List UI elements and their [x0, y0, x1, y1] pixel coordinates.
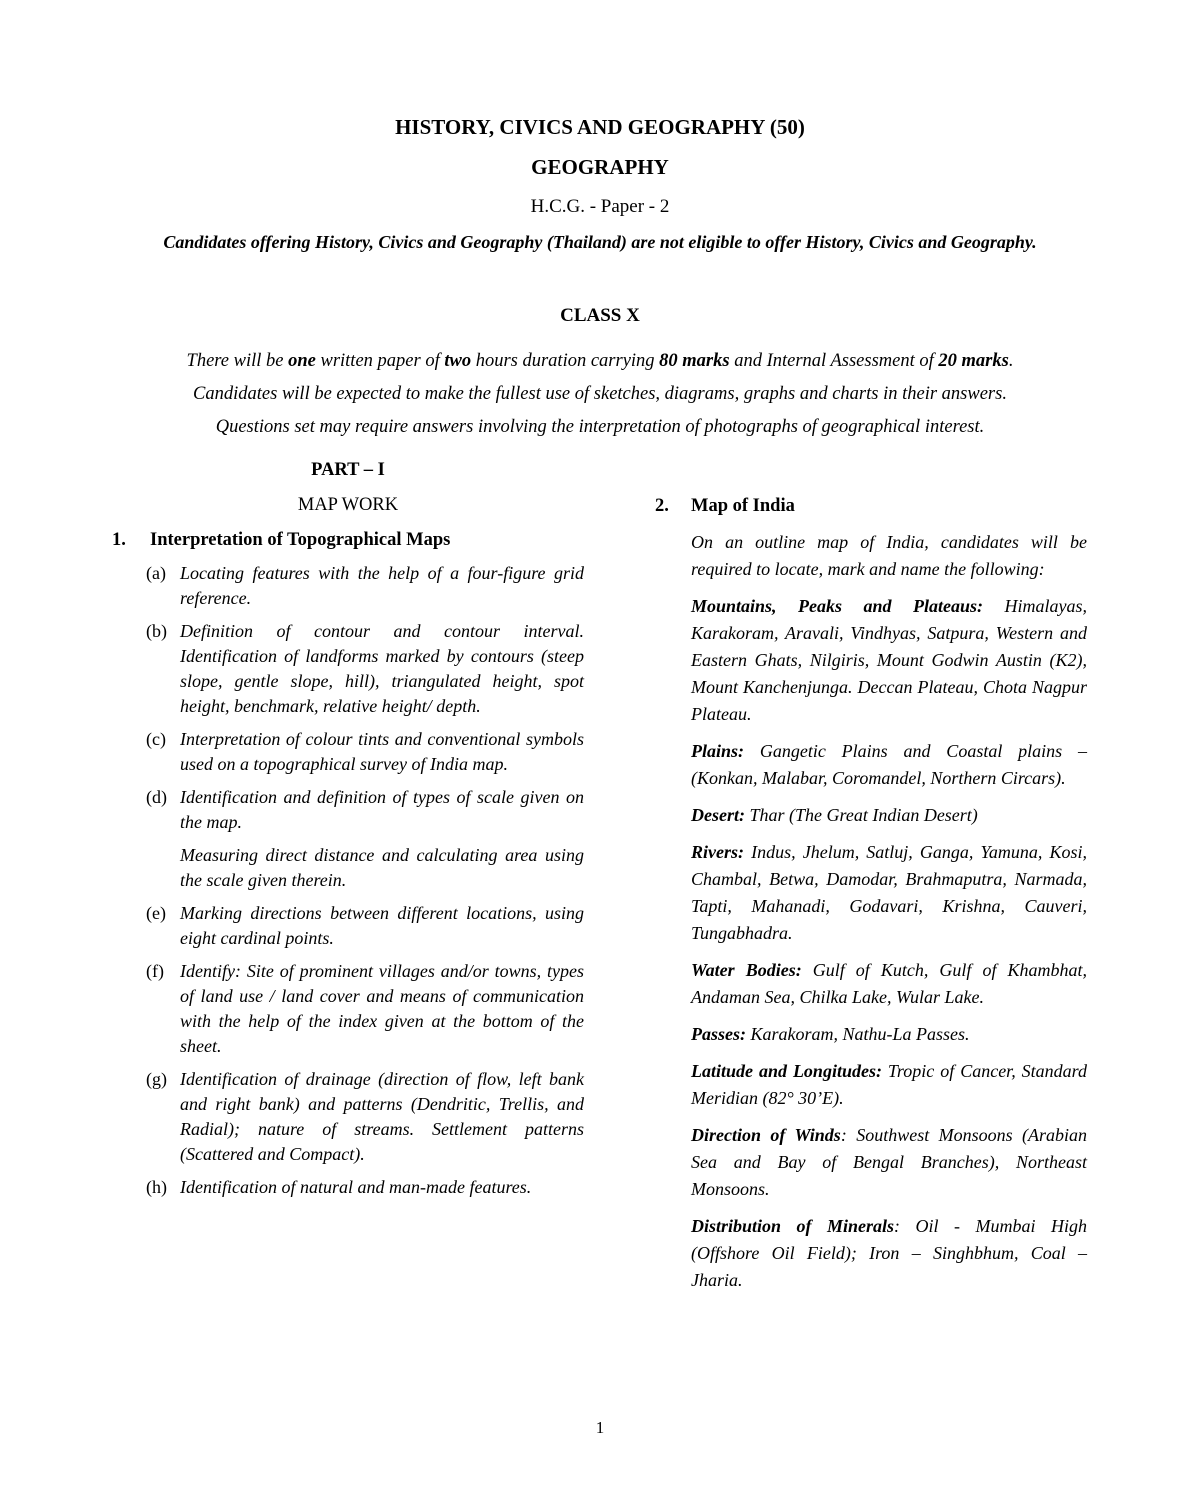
map-feature-paragraph [691, 738, 1087, 792]
intro-text: There will be [186, 351, 289, 371]
list-item [112, 785, 584, 835]
feature-heading: Latitude and Longitudes: [691, 1061, 882, 1081]
item-label: (g) [146, 1069, 167, 1089]
item-label: (d) [146, 787, 167, 807]
intro-emphasis: two [444, 351, 472, 371]
feature-text: : Oil - Mumbai High (Offshore Oil Field); Iron – Singhbhum, Coal – Jharia. [691, 1216, 1088, 1290]
feature-heading: Rivers: [691, 842, 744, 862]
intro-text: written paper of [315, 351, 445, 371]
map-feature-paragraph [691, 957, 1087, 1011]
feature-heading: Water Bodies: [691, 960, 802, 980]
feature-text: Thar (The Great Indian Desert) [744, 805, 978, 825]
item-label: (b) [146, 621, 167, 641]
right-column [655, 496, 1087, 1304]
map-intro-text: On an outline map of India, candidates will be required to locate, mark and name the following: [691, 532, 1087, 579]
item-label: (e) [146, 903, 166, 923]
item-text: Interpretation of colour tints and conventional symbols used on a topographical survey of India map. [180, 729, 584, 774]
intro-text: and Internal Assessment of [729, 351, 939, 371]
map-feature-paragraph [691, 1058, 1087, 1112]
section-1-heading [112, 530, 584, 551]
intro-text: . [1008, 351, 1014, 371]
feature-heading: Mountains, Peaks and Plateaus: [691, 596, 984, 616]
section-2-heading [655, 496, 1087, 517]
map-feature-paragraph [691, 839, 1087, 947]
item-text: Locating features with the help of a four-figure grid reference. [180, 563, 584, 608]
item-label: (h) [146, 1177, 167, 1197]
feature-heading: Passes: [691, 1024, 746, 1044]
list-item [112, 727, 584, 777]
item-text: Identify: Site of prominent villages and/or towns, types of land use / land cover and means of communication with the help of the index given at the bottom of the sheet. [180, 961, 584, 1056]
feature-text: Indus, Jhelum, Satluj, Ganga, Yamuna, Kosi, Chambal, Betwa, Damodar, Brahmaputra, Narmada, Tapti, Mahanadi, Godavari, Krishna, Cauveri, Tungabhadra. [691, 842, 1087, 943]
item-text: Marking directions between different locations, using eight cardinal points. [180, 903, 584, 948]
item-label: (f) [146, 961, 164, 981]
intro-line-1 [0, 345, 1200, 378]
section-number: 1. [112, 530, 126, 550]
item-text: Identification of natural and man-made features. [180, 1177, 532, 1197]
list-item [112, 1175, 584, 1200]
subject-heading: GEOGRAPHY [531, 155, 669, 179]
part-heading: PART – I [311, 460, 385, 480]
left-column [112, 460, 584, 1208]
item-label: (a) [146, 563, 166, 583]
list-item [112, 959, 584, 1059]
document-title: HISTORY, CIVICS AND GEOGRAPHY (50) [395, 115, 805, 139]
feature-text: : Southwest Monsoons (Arabian Sea and Bay of Bengal Branches), Northeast Monsoons. [691, 1125, 1087, 1199]
feature-text: Himalayas, Karakoram, Aravali, Vindhyas, Satpura, Western and Eastern Ghats, Nilgiris, Mount Godwin Austin (K2), Mount Kanchenjunga. Deccan Plateau, Chota Nagpur Plateau. [691, 596, 1087, 724]
section-title: Map of India [691, 496, 795, 516]
item-d-extra-text: Measuring direct distance and calculating area using the scale given therein. [180, 845, 584, 890]
feature-text: Tropic of Cancer, Standard Meridian (82° 30’E). [691, 1061, 1087, 1108]
feature-text: Karakoram, Nathu-La Passes. [746, 1024, 970, 1044]
item-text: Definition of contour and contour interval. Identification of landforms marked by contours (steep slope, gentle slope, hill), triangulated height, spot height, benchmark, relative height/ depth. [180, 621, 584, 716]
feature-text: Gangetic Plains and Coastal plains – (Konkan, Malabar, Coromandel, Northern Circars). [691, 741, 1087, 788]
map-feature-paragraph [691, 1122, 1087, 1203]
intro-line-2: Candidates will be expected to make the fullest use of sketches, diagrams, graphs and charts in their answers. [193, 384, 1007, 404]
feature-heading: Plains: [691, 741, 745, 761]
intro-line-3: Questions set may require answers involving the interpretation of photographs of geographical interest. [215, 417, 985, 437]
map-work-heading: MAP WORK [297, 495, 399, 515]
item-text: Identification of drainage (direction of flow, left bank and right bank) and patterns (Dendritic, Trellis, and Radial); nature of streams. Settlement patterns (Scattered and Compact). [180, 1069, 584, 1164]
map-feature-paragraph [691, 1021, 1087, 1048]
item-text: Identification and definition of types of scale given on the map. [180, 787, 584, 832]
section-title: Interpretation of Topographical Maps [150, 530, 451, 550]
item-label: (c) [146, 729, 166, 749]
intro-emphasis: 80 marks [659, 351, 730, 371]
list-item [112, 619, 584, 719]
feature-heading: Direction of Winds [691, 1125, 841, 1145]
map-feature-paragraph [691, 1213, 1087, 1294]
eligibility-note: Candidates offering History, Civics and Geography (Thailand) are not eligible to offer History, Civics and Geography. [163, 232, 1037, 252]
class-heading: CLASS X [560, 305, 640, 326]
feature-heading: Distribution of Minerals [691, 1216, 895, 1236]
section-number: 2. [655, 496, 669, 516]
page-number: 1 [595, 1418, 605, 1437]
list-item [112, 901, 584, 951]
feature-text: Gulf of Kutch, Gulf of Khambhat, Andaman Sea, Chilka Lake, Wular Lake. [691, 960, 1087, 1007]
feature-heading: Desert: [691, 805, 745, 825]
list-item [112, 561, 584, 611]
map-feature-paragraph [691, 593, 1087, 728]
intro-text: hours duration carrying [471, 351, 660, 371]
map-feature-paragraph [691, 802, 1087, 829]
paper-label: H.C.G. - Paper - 2 [530, 196, 670, 217]
intro-emphasis: one [288, 351, 316, 371]
intro-emphasis: 20 marks [938, 351, 1009, 371]
list-item [112, 1067, 584, 1167]
